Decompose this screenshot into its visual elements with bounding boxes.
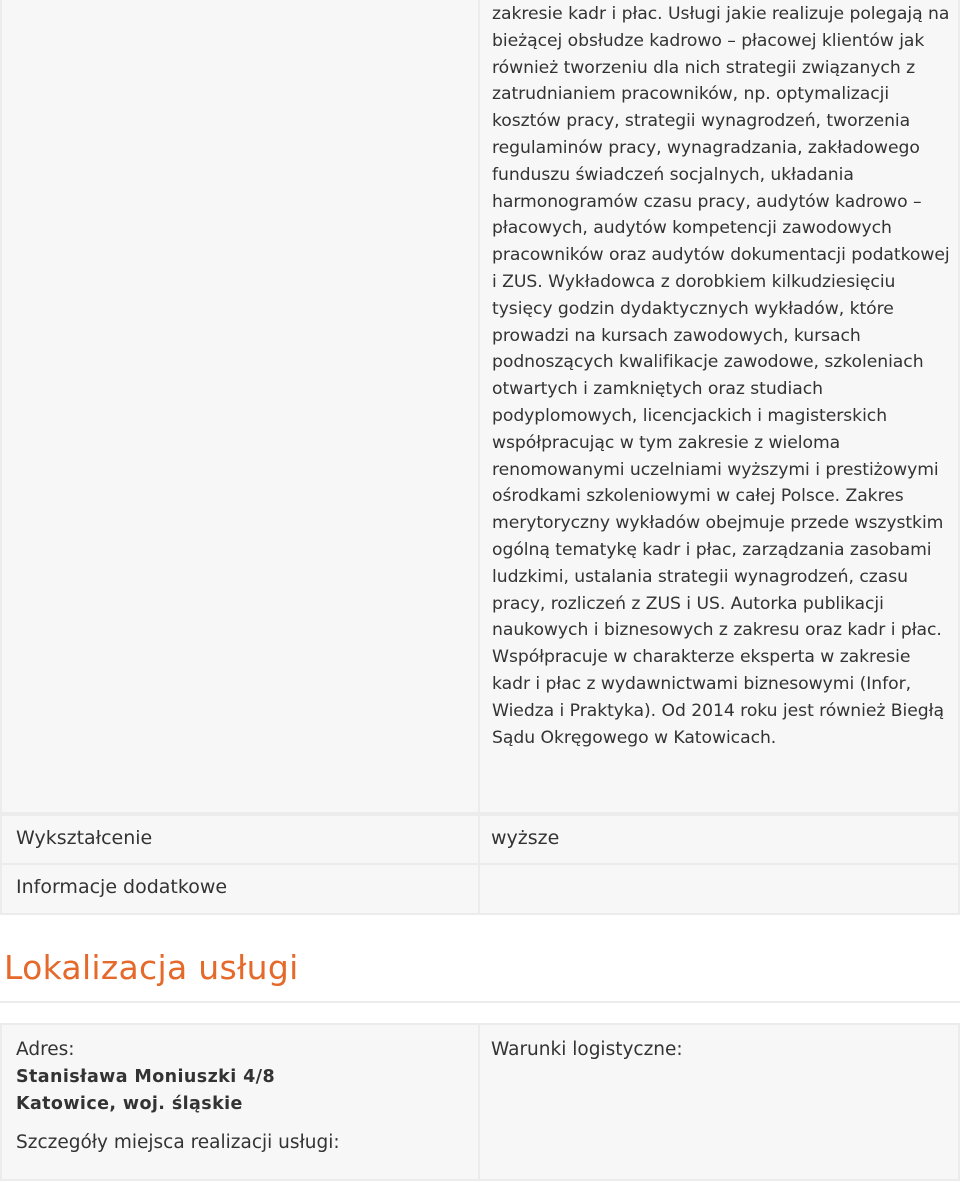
additional-info-label: Informacje dodatkowe [16, 876, 228, 898]
trainer-description-text: zakresie kadr i płac. Usługi jakie realizuje polegają na bieżącej obsłudze kadrowo – płacowej klientów jak również tworzeniu dla nich strategii związanych z zatrudnianiem pracowników, np. optymalizacji kosztów pracy, strategii wynagrodzeń, tworzenia regulaminów pracy, wynagradzania, zakładowego funduszu świadczeń socjalnych, układania harmonogramów czasu pracy, audytów kadrowo – płacowych, audytów kompetencji zawodowych pracowników oraz audytów dokumentacji podatkowej i ZUS. Wykładowca z dorobkiem kilkudziesięciu tysięcy godzin dydaktycznych wykładów, które prowadzi na kursach zawodowych, kursach podnoszących kwalifikacje zawodowe, szkoleniach otwartych i zamkniętych oraz studiach podyplomowych, licencjackich i magisterskich współpracując w tym zakresie z wieloma renomowanymi uczelniami wyższymi i prestiżowymi ośrodkami szkoleniowymi w całej Polsce. Zakres merytoryczny wykładów obejmuje przede wszystkim ogólną tematykę kadr i płac, zarządzania zasobami ludzkimi, ustalania strategii wynagrodzeń, czasu pracy, rozliczeń z ZUS i US. Autorka publikacji naukowych i biznesowych z zakresu oraz kadr i płac. Współpracuje w charakterze eksperta w zakresie kadr i płac z wydawnictwami biznesowymi (Infor, Wiedza i Praktyka). Od 2014 roku jest również Biegłą Sądu Okręgowego w Katowicach. [492, 4, 950, 748]
education-value: wyższe [491, 827, 560, 849]
additional-info-value [480, 865, 958, 876]
additional-info-value-cell [478, 865, 960, 915]
education-value-cell [478, 814, 960, 865]
location-row [0, 1023, 960, 1181]
location-section-title: Lokalizacja usługi [4, 948, 299, 987]
address-street: Stanisława Moniuszki 4/8 [16, 1067, 276, 1087]
description-value-cell [478, 0, 960, 814]
address-label: Adres: [16, 1039, 75, 1060]
address-value [2, 1060, 478, 1118]
logistics-cell [478, 1023, 960, 1181]
additional-info-row [0, 865, 960, 915]
description-label-cell [0, 0, 478, 814]
education-row [0, 814, 960, 865]
education-label-cell [0, 814, 478, 865]
additional-info-label-cell [0, 865, 478, 915]
address-city: Katowice, woj. śląskie [16, 1094, 243, 1114]
section-divider [0, 1001, 960, 1003]
education-label: Wykształcenie [16, 827, 153, 849]
location-details-label: Szczegóły miejsca realizacji usługi: [16, 1132, 340, 1153]
address-cell [0, 1023, 478, 1181]
logistics-label: Warunki logistyczne: [491, 1039, 683, 1060]
